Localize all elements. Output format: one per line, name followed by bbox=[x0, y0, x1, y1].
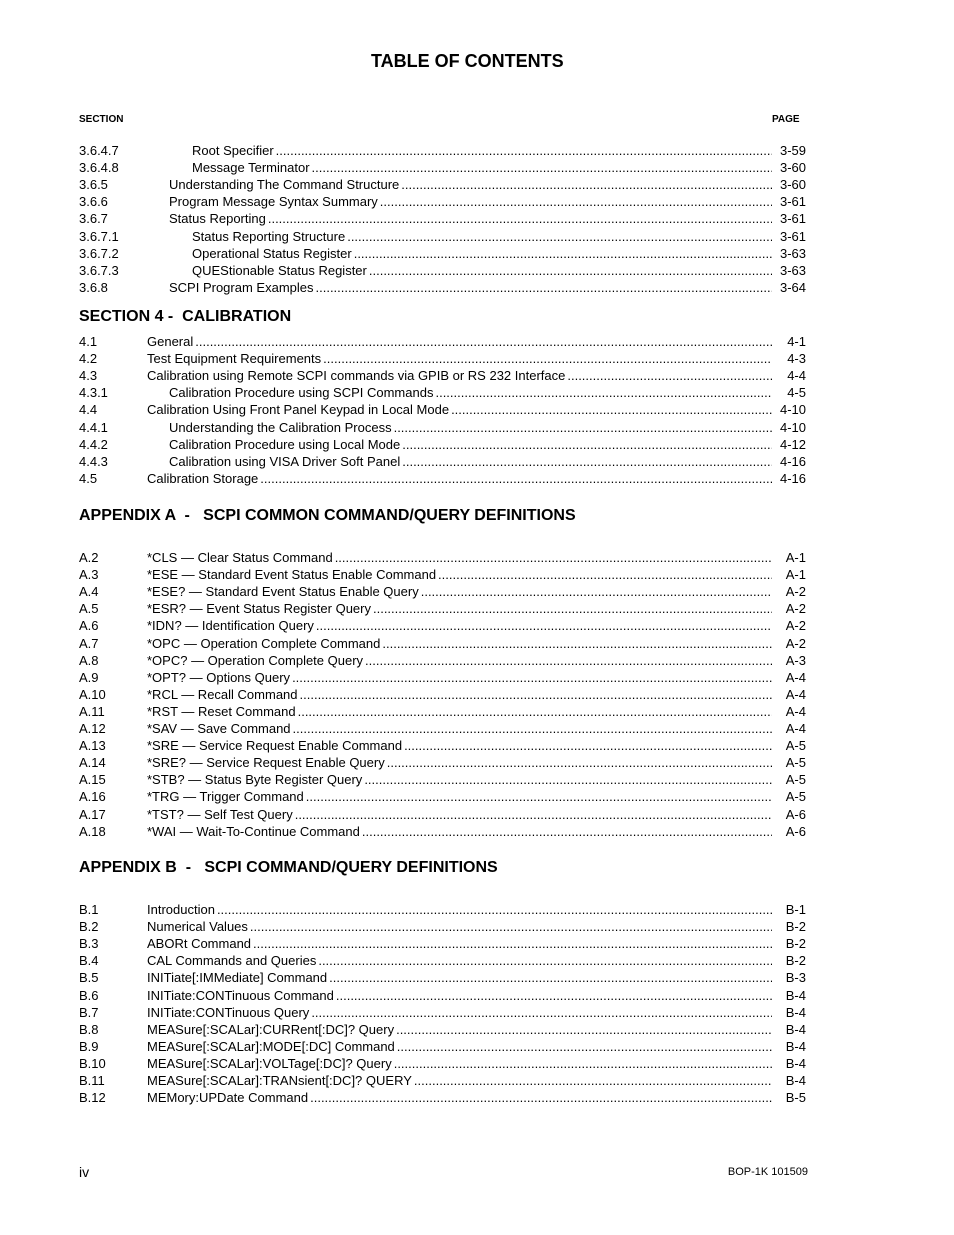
entry-title: Calibration using Remote SCPI commands via GPIB or RS 232 Interface bbox=[147, 368, 566, 384]
entry-number: B.11 bbox=[79, 1073, 105, 1088]
entry-number: 4.4 bbox=[79, 402, 98, 418]
entry-number: A.14 bbox=[79, 755, 106, 771]
dot-leader bbox=[394, 1055, 772, 1072]
dot-leader bbox=[316, 617, 772, 634]
dot-leader bbox=[195, 333, 772, 350]
entry-title: *OPC — Operation Complete Command bbox=[147, 635, 381, 651]
entry-title: *TST? — Self Test Query bbox=[147, 806, 293, 822]
entry-page: A-4 bbox=[785, 721, 806, 736]
dot-leader bbox=[292, 669, 772, 686]
dot-leader bbox=[365, 652, 772, 669]
toc-entry[interactable] bbox=[79, 987, 806, 1004]
dot-leader bbox=[387, 754, 772, 771]
dot-leader bbox=[217, 901, 772, 918]
page-column-header: PAGE bbox=[772, 114, 800, 125]
entry-title: *WAI — Wait-To-Continue Command bbox=[147, 823, 360, 839]
entry-number: B.8 bbox=[79, 1021, 99, 1037]
toc-entry[interactable] bbox=[79, 159, 806, 176]
entry-page: 3-63 bbox=[779, 262, 806, 278]
entry-title: MEASure[:SCALar]:TRANsient[:DC]? QUERY bbox=[147, 1073, 412, 1088]
toc-entry[interactable] bbox=[79, 453, 806, 470]
entry-page: B-2 bbox=[785, 936, 806, 952]
entry-title: *RCL — Recall Command bbox=[147, 686, 298, 702]
dot-leader bbox=[311, 1004, 772, 1021]
dot-leader bbox=[401, 176, 772, 193]
toc-entry[interactable] bbox=[79, 1004, 806, 1021]
toc-entry[interactable] bbox=[79, 210, 806, 227]
entry-title: *RST — Reset Command bbox=[147, 703, 296, 719]
dot-leader bbox=[253, 935, 772, 952]
entry-page: A-4 bbox=[785, 669, 806, 685]
entry-number: A.2 bbox=[79, 550, 99, 565]
section-column-header: SECTION bbox=[79, 114, 124, 125]
dot-leader bbox=[268, 210, 772, 227]
entry-number: 3.6.4.8 bbox=[79, 160, 119, 176]
entry-number: A.17 bbox=[79, 806, 106, 822]
entry-title: Calibration Storage bbox=[147, 470, 259, 486]
entry-title: *SRE — Service Request Enable Command bbox=[147, 738, 403, 754]
entry-page: B-2 bbox=[785, 919, 806, 935]
entry-title: *ESE — Standard Event Status Enable Command bbox=[147, 567, 437, 583]
toc-entry[interactable] bbox=[79, 969, 806, 986]
dot-leader bbox=[250, 918, 772, 935]
toc-entry[interactable] bbox=[79, 419, 806, 436]
entry-page: B-4 bbox=[785, 1055, 806, 1071]
dot-leader bbox=[293, 720, 772, 737]
toc-entry[interactable] bbox=[79, 686, 806, 703]
toc-entry[interactable] bbox=[79, 952, 806, 969]
entry-page: A-6 bbox=[785, 823, 806, 839]
dot-leader bbox=[394, 419, 772, 436]
toc-entry[interactable] bbox=[79, 617, 806, 634]
entry-number: 4.4.2 bbox=[79, 436, 108, 452]
dot-leader bbox=[295, 806, 772, 823]
entry-title: QUEStionable Status Register bbox=[192, 262, 367, 278]
entry-page: 4-16 bbox=[779, 453, 806, 469]
dot-leader bbox=[323, 350, 772, 367]
dot-leader bbox=[438, 566, 772, 583]
entry-page: B-4 bbox=[785, 1038, 806, 1054]
entry-number: A.9 bbox=[79, 669, 99, 685]
entry-page: B-5 bbox=[785, 1090, 806, 1106]
toc-entry[interactable] bbox=[79, 350, 806, 367]
dot-leader bbox=[402, 436, 772, 453]
dot-leader bbox=[276, 142, 772, 159]
entry-title: *TRG — Trigger Command bbox=[147, 789, 304, 805]
entry-number: A.12 bbox=[79, 721, 106, 736]
entry-title: Calibration Procedure using Local Mode bbox=[169, 436, 401, 452]
dot-leader bbox=[414, 1072, 772, 1089]
entry-number: 3.6.4.7 bbox=[79, 143, 119, 158]
toc-entry[interactable] bbox=[79, 384, 806, 401]
entry-number: B.5 bbox=[79, 970, 99, 986]
entry-title: Understanding the Calibration Process bbox=[169, 419, 392, 435]
toc-entry[interactable] bbox=[79, 823, 806, 840]
toc-entry[interactable] bbox=[79, 600, 806, 617]
dot-leader bbox=[402, 453, 772, 470]
section-heading: APPENDIX A - SCPI COMMON COMMAND/QUERY DEFINITIONS bbox=[79, 507, 576, 524]
entry-page: A-1 bbox=[785, 550, 806, 565]
entry-title: Status Reporting bbox=[169, 211, 266, 227]
dot-leader bbox=[369, 262, 772, 279]
dot-leader bbox=[316, 279, 773, 296]
entry-number: 3.6.8 bbox=[79, 279, 108, 295]
toc-entry[interactable] bbox=[79, 703, 806, 720]
toc-entry[interactable] bbox=[79, 1055, 806, 1072]
entry-number: B.4 bbox=[79, 953, 99, 969]
toc-entry[interactable] bbox=[79, 635, 806, 652]
entry-page: A-1 bbox=[785, 567, 806, 583]
entry-page: 3-64 bbox=[779, 279, 806, 295]
toc-entry[interactable] bbox=[79, 262, 806, 279]
page-title: TABLE OF CONTENTS bbox=[371, 51, 564, 71]
entry-title: MEASure[:SCALar]:MODE[:DC] Command bbox=[147, 1038, 395, 1054]
entry-number: A.18 bbox=[79, 823, 106, 839]
entry-page: 4-10 bbox=[779, 419, 806, 435]
entry-title: Calibration Using Front Panel Keypad in Local Mode bbox=[147, 402, 450, 418]
entry-page: A-3 bbox=[785, 652, 806, 668]
entry-page: B-4 bbox=[785, 987, 806, 1003]
entry-page: 4-12 bbox=[779, 436, 806, 452]
entry-title: Test Equipment Requirements bbox=[147, 351, 322, 367]
entry-title: *IDN? — Identification Query bbox=[147, 618, 314, 634]
entry-number: 4.3 bbox=[79, 368, 98, 384]
entry-title: Introduction bbox=[147, 902, 215, 917]
entry-page: 4-16 bbox=[779, 470, 806, 486]
entry-page: 4-5 bbox=[787, 385, 806, 401]
entry-number: B.1 bbox=[79, 902, 99, 917]
toc-entry[interactable] bbox=[79, 245, 806, 262]
entry-number: 4.1 bbox=[79, 334, 98, 349]
entry-number: A.6 bbox=[79, 618, 99, 634]
entry-title: *OPC? — Operation Complete Query bbox=[147, 652, 364, 668]
toc-entry[interactable] bbox=[79, 737, 806, 754]
entry-number: A.4 bbox=[79, 584, 99, 600]
entry-number: A.10 bbox=[79, 686, 106, 702]
toc-entry[interactable] bbox=[79, 583, 806, 600]
entry-number: A.5 bbox=[79, 601, 99, 617]
dot-leader bbox=[312, 159, 772, 176]
toc-entry[interactable] bbox=[79, 279, 806, 296]
toc-entry[interactable] bbox=[79, 788, 806, 805]
toc-entry[interactable] bbox=[79, 754, 806, 771]
entry-page: 3-61 bbox=[779, 194, 806, 210]
entry-number: A.3 bbox=[79, 567, 99, 583]
entry-page: A-5 bbox=[785, 789, 806, 805]
dot-leader bbox=[354, 245, 772, 262]
toc-entry[interactable] bbox=[79, 806, 806, 823]
dot-leader bbox=[310, 1089, 772, 1106]
entry-number: 3.6.7.3 bbox=[79, 262, 119, 278]
entry-number: B.3 bbox=[79, 936, 99, 952]
toc-entry[interactable] bbox=[79, 1038, 806, 1055]
entry-title: Status Reporting Structure bbox=[192, 228, 346, 244]
toc-entry[interactable] bbox=[79, 771, 806, 788]
entry-page: 3-60 bbox=[779, 177, 806, 193]
toc-entry[interactable] bbox=[79, 1021, 806, 1038]
entry-page: 3-63 bbox=[779, 245, 806, 261]
entry-number: B.6 bbox=[79, 987, 99, 1003]
entry-title: Operational Status Register bbox=[192, 245, 352, 261]
toc-entry[interactable] bbox=[79, 669, 806, 686]
entry-title: INITiate[:IMMediate] Command bbox=[147, 970, 328, 986]
toc-entry[interactable] bbox=[79, 549, 806, 566]
toc-entry[interactable] bbox=[79, 652, 806, 669]
toc-entry[interactable] bbox=[79, 142, 806, 159]
entry-number: 3.6.7.1 bbox=[79, 228, 119, 244]
toc-entry[interactable] bbox=[79, 401, 806, 418]
dot-leader bbox=[260, 470, 772, 487]
toc-entry[interactable] bbox=[79, 566, 806, 583]
entry-page: 4-10 bbox=[779, 402, 806, 418]
entry-title: Numerical Values bbox=[147, 919, 248, 935]
entry-number: 3.6.6 bbox=[79, 194, 108, 210]
toc-entry[interactable] bbox=[79, 193, 806, 210]
entry-title: *ESE? — Standard Event Status Enable Query bbox=[147, 584, 419, 600]
entry-page: A-2 bbox=[785, 601, 806, 617]
section-heading: APPENDIX B - SCPI COMMAND/QUERY DEFINITIONS bbox=[79, 859, 498, 876]
dot-leader bbox=[435, 384, 772, 401]
entry-page: 4-1 bbox=[787, 334, 806, 349]
entry-page: B-3 bbox=[785, 970, 806, 986]
toc-entry[interactable] bbox=[79, 470, 806, 487]
entry-number: 3.6.5 bbox=[79, 177, 108, 193]
entry-page: A-5 bbox=[785, 755, 806, 771]
dot-leader bbox=[362, 823, 772, 840]
dot-leader bbox=[347, 228, 772, 245]
entry-number: A.8 bbox=[79, 652, 99, 668]
entry-page: B-1 bbox=[785, 902, 806, 917]
dot-leader bbox=[380, 193, 772, 210]
entry-page: A-2 bbox=[785, 618, 806, 634]
entry-title: *ESR? — Event Status Register Query bbox=[147, 601, 371, 617]
entry-number: A.13 bbox=[79, 738, 106, 754]
entry-number: A.7 bbox=[79, 635, 99, 651]
entry-page: A-5 bbox=[785, 738, 806, 754]
dot-leader bbox=[364, 771, 772, 788]
document-id: BOP-1K 101509 bbox=[727, 1166, 808, 1178]
entry-page: 4-3 bbox=[787, 351, 806, 367]
toc-entry[interactable] bbox=[79, 367, 806, 384]
entry-title: *SAV — Save Command bbox=[147, 721, 291, 736]
entry-number: 3.6.7 bbox=[79, 211, 108, 227]
entry-page: A-5 bbox=[785, 772, 806, 788]
dot-leader bbox=[306, 788, 772, 805]
entry-title: SCPI Program Examples bbox=[169, 279, 314, 295]
entry-page: 3-61 bbox=[779, 228, 806, 244]
toc-entry[interactable] bbox=[79, 1072, 806, 1089]
entry-number: A.15 bbox=[79, 772, 106, 788]
entry-page: B-4 bbox=[785, 1004, 806, 1020]
entry-number: A.11 bbox=[79, 703, 105, 719]
entry-page: 4-4 bbox=[787, 368, 806, 384]
entry-title: INITiate:CONTinuous Command bbox=[147, 987, 334, 1003]
toc-entry[interactable] bbox=[79, 228, 806, 245]
entry-page: B-4 bbox=[785, 1021, 806, 1037]
entry-number: B.7 bbox=[79, 1004, 99, 1020]
entry-title: ABORt Command bbox=[147, 936, 252, 952]
dot-leader bbox=[451, 401, 772, 418]
entry-page: B-4 bbox=[785, 1073, 806, 1088]
dot-leader bbox=[300, 686, 772, 703]
toc-entry[interactable] bbox=[79, 436, 806, 453]
entry-number: B.2 bbox=[79, 919, 99, 935]
entry-number: B.10 bbox=[79, 1055, 106, 1071]
dot-leader bbox=[298, 703, 772, 720]
entry-title: MEASure[:SCALar]:VOLTage[:DC]? Query bbox=[147, 1055, 392, 1071]
entry-page: B-2 bbox=[785, 953, 806, 969]
entry-title: INITiate:CONTinuous Query bbox=[147, 1004, 310, 1020]
entry-page: 3-60 bbox=[779, 160, 806, 176]
entry-title: General bbox=[147, 334, 194, 349]
entry-title: Root Specifier bbox=[192, 143, 274, 158]
entry-title: MEMory:UPDate Command bbox=[147, 1090, 309, 1106]
toc-entry[interactable] bbox=[79, 176, 806, 193]
toc-entry[interactable] bbox=[79, 935, 806, 952]
entry-page: A-2 bbox=[785, 584, 806, 600]
entry-page: 3-61 bbox=[779, 211, 806, 227]
dot-leader bbox=[318, 952, 772, 969]
dot-leader bbox=[397, 1038, 772, 1055]
entry-page: A-4 bbox=[785, 686, 806, 702]
dot-leader bbox=[567, 367, 772, 384]
dot-leader bbox=[404, 737, 772, 754]
entry-title: Program Message Syntax Summary bbox=[169, 194, 378, 210]
entry-title: Message Terminator bbox=[192, 160, 310, 176]
entry-title: Calibration using VISA Driver Soft Panel bbox=[169, 453, 401, 469]
dot-leader bbox=[396, 1021, 772, 1038]
dot-leader bbox=[336, 987, 772, 1004]
toc-entry[interactable] bbox=[79, 901, 806, 918]
toc-entry[interactable] bbox=[79, 333, 806, 350]
entry-number: 3.6.7.2 bbox=[79, 245, 119, 261]
entry-number: 4.4.3 bbox=[79, 453, 108, 469]
entry-number: 4.2 bbox=[79, 351, 98, 367]
entry-title: *CLS — Clear Status Command bbox=[147, 550, 333, 565]
entry-number: A.16 bbox=[79, 789, 106, 805]
entry-number: B.9 bbox=[79, 1038, 99, 1054]
entry-title: *SRE? — Service Request Enable Query bbox=[147, 755, 385, 771]
entry-title: *STB? — Status Byte Register Query bbox=[147, 772, 363, 788]
dot-leader bbox=[382, 635, 772, 652]
entry-title: MEASure[:SCALar]:CURRent[:DC]? Query bbox=[147, 1021, 395, 1037]
entry-number: 4.3.1 bbox=[79, 385, 108, 401]
dot-leader bbox=[335, 549, 772, 566]
entry-page: A-6 bbox=[785, 806, 806, 822]
entry-number: B.12 bbox=[79, 1090, 106, 1106]
entry-title: CAL Commands and Queries bbox=[147, 953, 317, 969]
dot-leader bbox=[421, 583, 772, 600]
entry-page: A-2 bbox=[785, 635, 806, 651]
dot-leader bbox=[329, 969, 772, 986]
toc-entry[interactable] bbox=[79, 918, 806, 935]
page-number: iv bbox=[79, 1164, 90, 1180]
entry-title: *OPT? — Options Query bbox=[147, 669, 291, 685]
entry-page: A-4 bbox=[785, 703, 806, 719]
entry-page: 3-59 bbox=[779, 143, 806, 158]
section-heading: SECTION 4 - CALIBRATION bbox=[79, 308, 292, 325]
dot-leader bbox=[373, 600, 772, 617]
toc-entry[interactable] bbox=[79, 1089, 806, 1106]
entry-title: Calibration Procedure using SCPI Commands bbox=[169, 385, 434, 401]
entry-number: 4.5 bbox=[79, 470, 98, 486]
entry-title: Understanding The Command Structure bbox=[169, 177, 400, 193]
toc-entry[interactable] bbox=[79, 720, 806, 737]
entry-number: 4.4.1 bbox=[79, 419, 108, 435]
